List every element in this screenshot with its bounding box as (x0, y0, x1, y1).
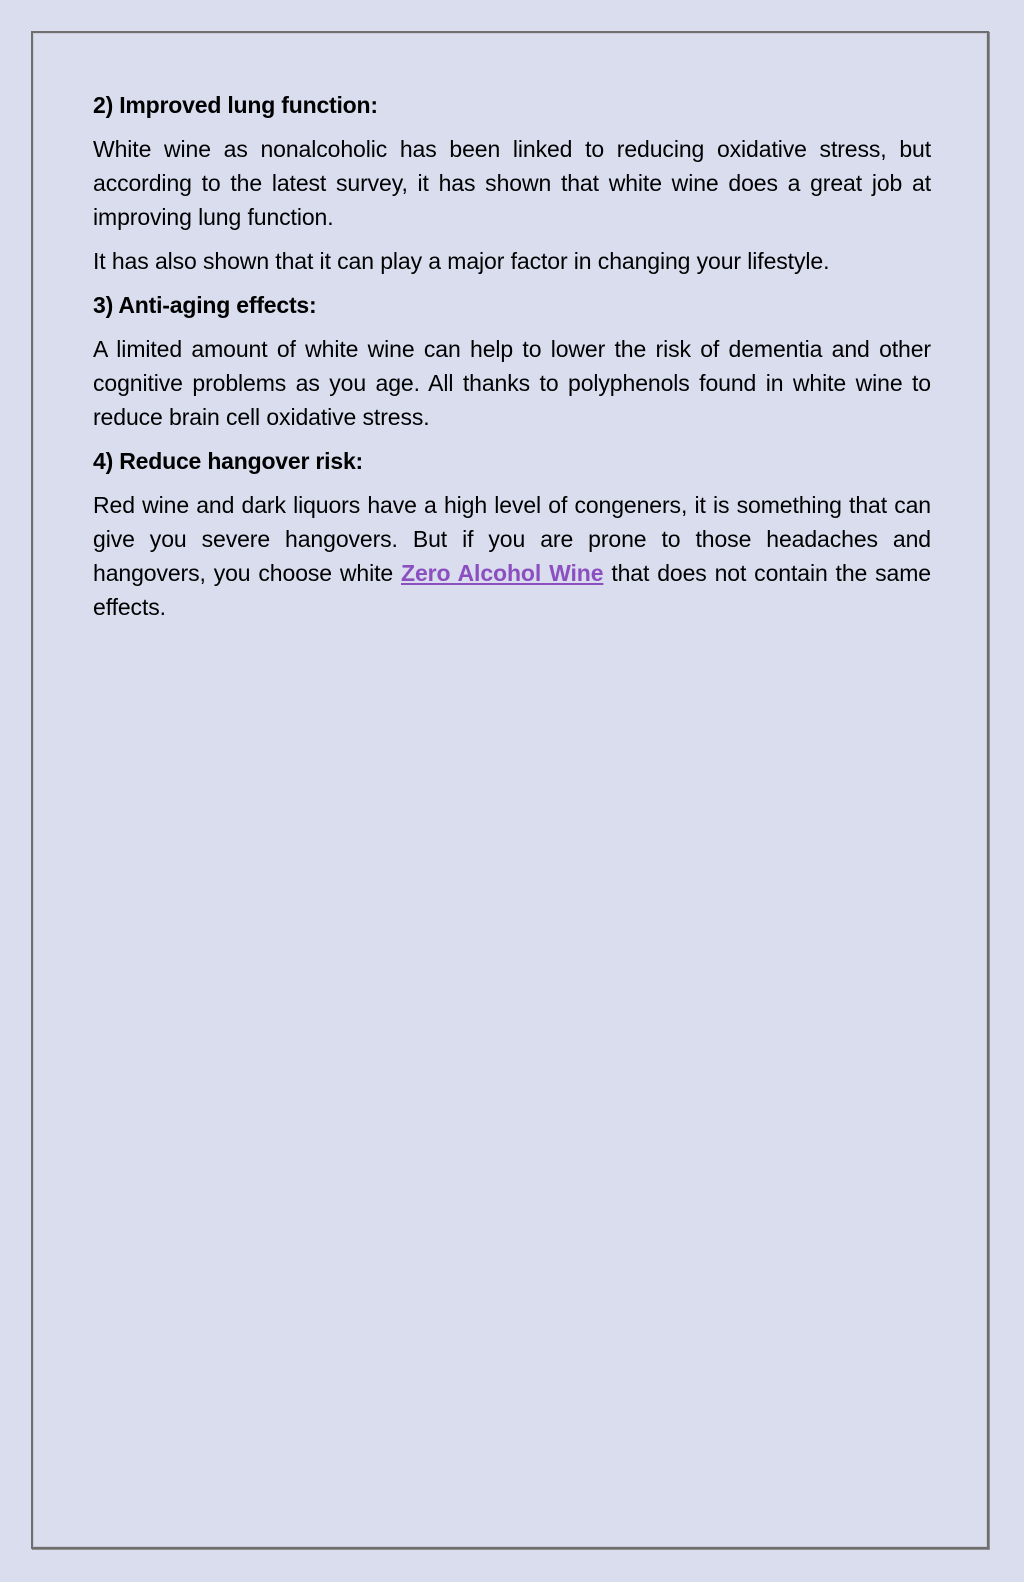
section-heading-lung-function: 2) Improved lung function: (93, 92, 378, 118)
paragraph-hangover (93, 488, 931, 624)
paragraph-hangover-before-link: Red wine and dark liquors have a high level of congeners, it is something that can give you severe hangovers. But if you are prone to those headaches and hangovers, you choose white (93, 492, 931, 586)
section-heading-hangover: 4) Reduce hangover risk: (93, 448, 364, 474)
paragraph-anti-aging: A limited amount of white wine can help to lower the risk of dementia and other cognitive problems as you age. All thanks to polyphenols found in white wine to reduce brain cell oxidative stress. (93, 336, 931, 430)
paragraph-lung-function-1: White wine as nonalcoholic has been linked to reducing oxidative stress, but according to the latest survey, it has shown that white wine does a great job at improving lung function. (93, 136, 931, 230)
section-heading-anti-aging: 3) Anti-aging effects: (93, 292, 317, 318)
paragraph-lung-function-2: It has also shown that it can play a major factor in changing your lifestyle. (93, 248, 830, 274)
document-content (93, 88, 931, 634)
paragraph-hangover-after-link: that does not contain the same effects. (93, 560, 931, 620)
zero-alcohol-wine-link[interactable]: Zero Alcohol Wine (401, 560, 604, 586)
